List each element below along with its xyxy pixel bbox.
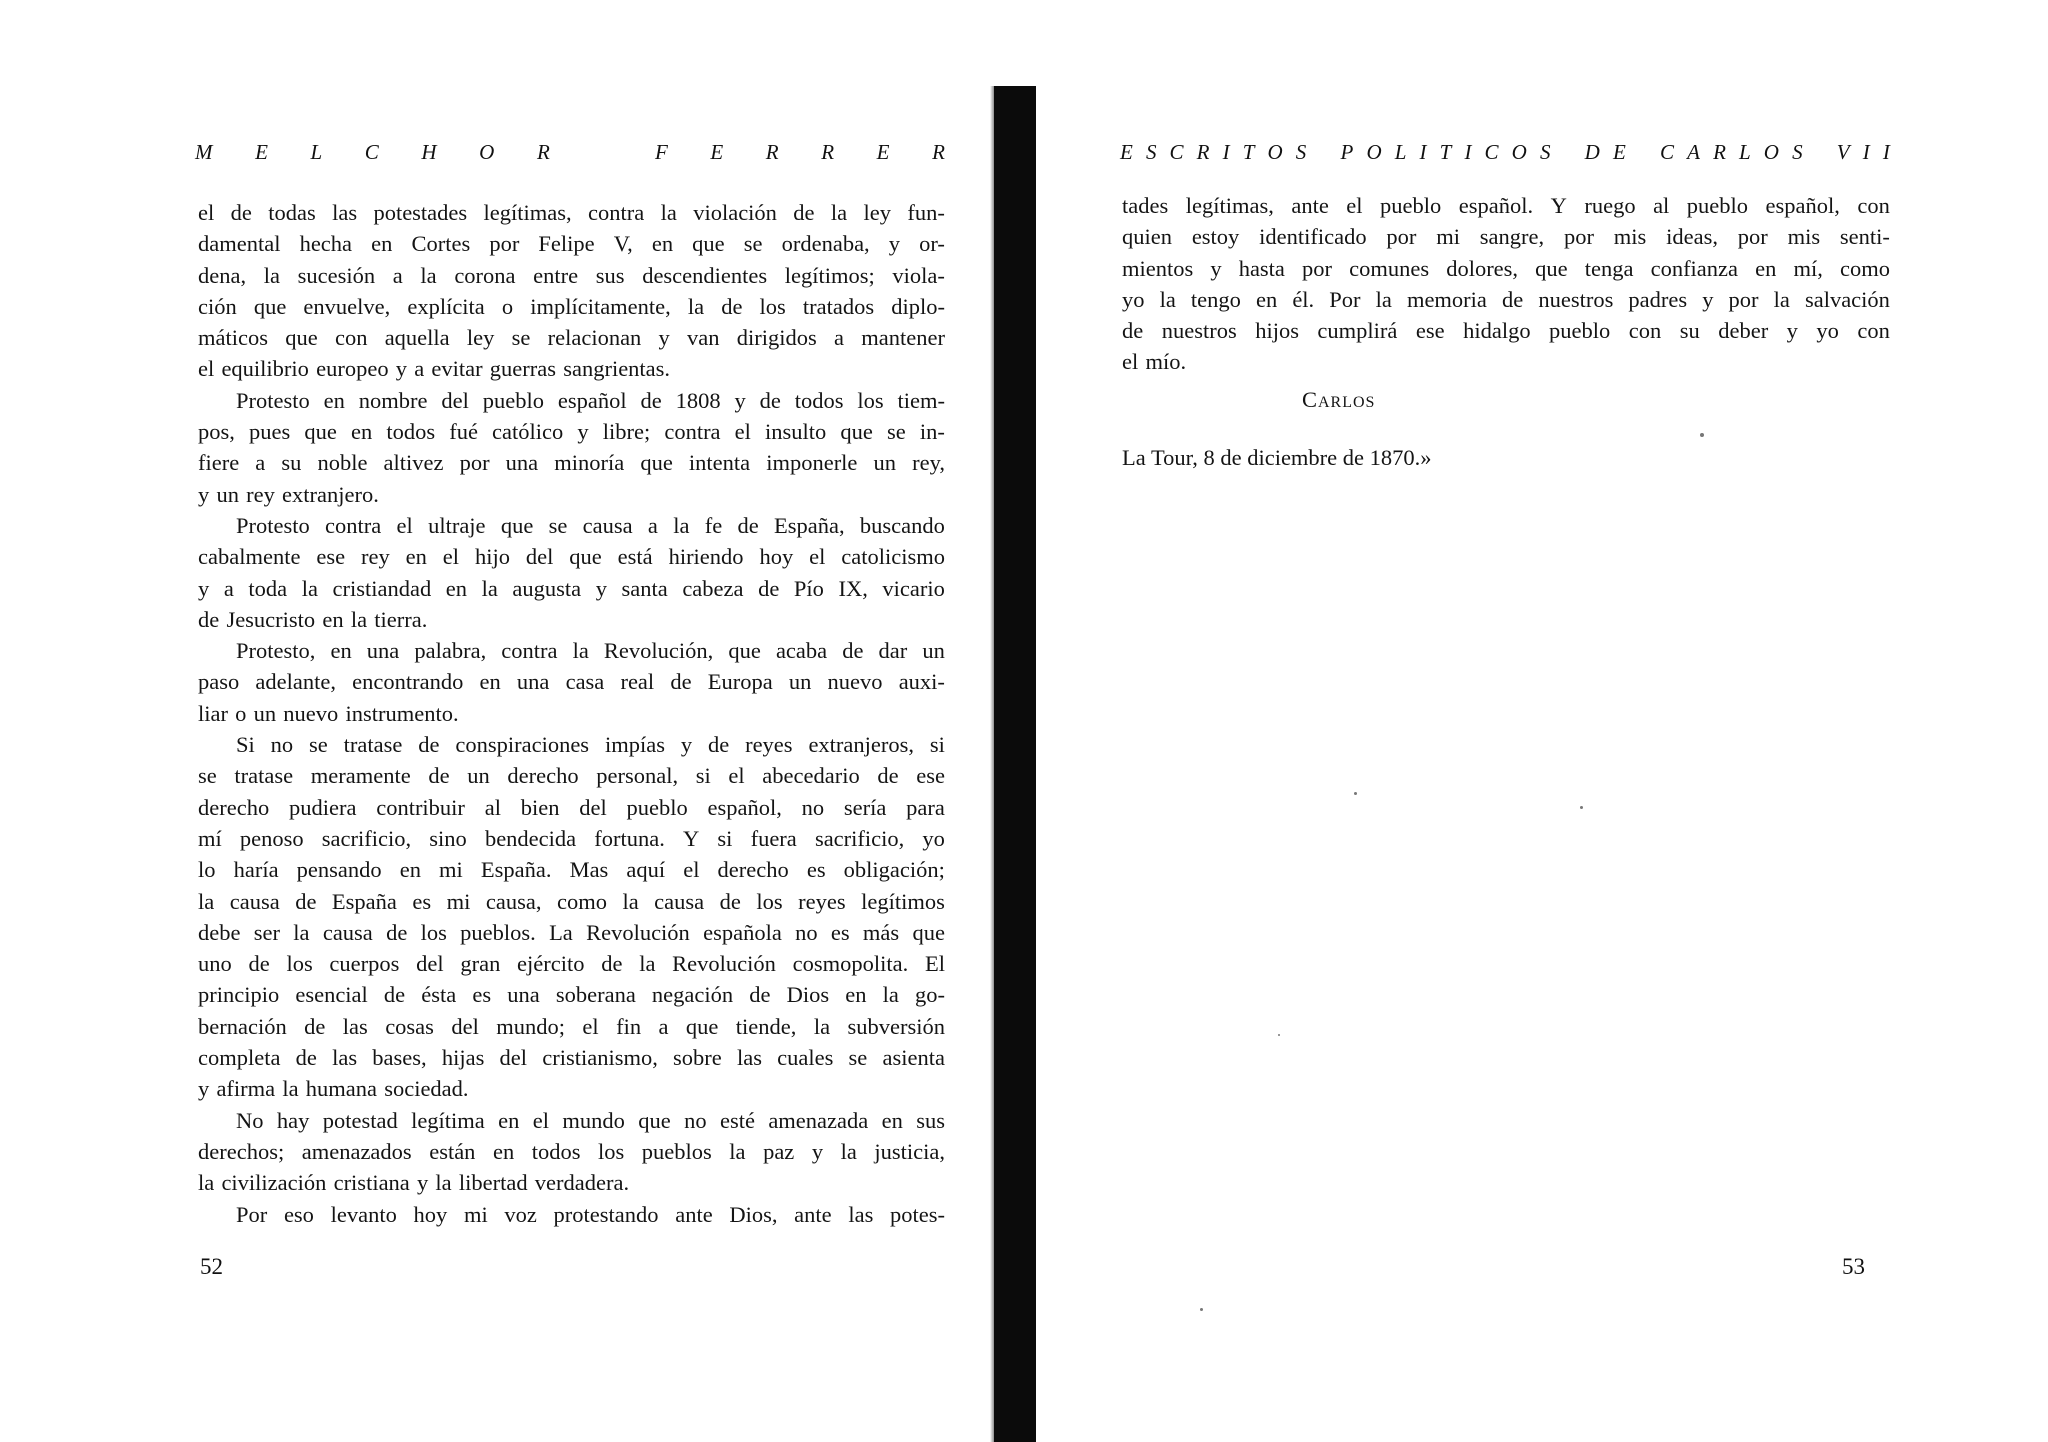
- running-head-letter: T: [1439, 140, 1452, 164]
- text-line: No hay potestad legítima en el mundo que no esté amenazada en sus: [236, 1107, 945, 1133]
- text-line: Protesto, en una palabra, contra la Revolución, que acaba de dar un: [236, 638, 945, 664]
- text-line: damental hecha en Cortes por Felipe V, en que se ordenaba, y or-: [198, 231, 945, 257]
- text-line: ción que envuelve, explícita o implícitamente, la de los tratados diplo-: [198, 293, 945, 319]
- text-line: se tratase meramente de un derecho personal, si el abecedario de ese: [198, 763, 945, 789]
- text-line: mientos y hasta por comunes dolores, que tenga confianza en mí, como: [1122, 255, 1890, 281]
- signature: Carlos: [1302, 386, 1376, 412]
- running-head-letter: E: [1612, 140, 1626, 164]
- running-head-word-gap: [1816, 140, 1824, 165]
- running-head-letter: E: [710, 140, 724, 164]
- running-head-letter: C: [1169, 140, 1184, 164]
- text-line: el mío.: [1122, 349, 1187, 375]
- text-line: la civilización cristiana y la libertad verdadera.: [198, 1170, 630, 1196]
- text-line: Protesto contra el ultraje que se causa a la fe de España, buscando: [236, 512, 945, 538]
- running-head-letter: L: [1394, 140, 1407, 164]
- text-line: Si no se tratase de conspiraciones impías y de reyes extranjeros, si: [236, 732, 945, 758]
- running-head-letter: R: [765, 140, 779, 164]
- text-line: debe ser la causa de los pueblos. La Revolución española no es más que: [198, 919, 945, 945]
- text-line: dena, la sucesión a la corona entre sus descendientes legítimos; viola-: [198, 262, 945, 288]
- text-line: completa de las bases, hijas del cristianismo, sobre las cuales se asienta: [198, 1045, 945, 1071]
- running-head-letter: E: [1120, 140, 1133, 164]
- left-page: [0, 0, 990, 1442]
- text-line: el de todas las potestades legítimas, contra la violación de la ley fun-: [198, 200, 945, 225]
- running-head-letter: L: [310, 140, 323, 164]
- running-head-letter: S: [1539, 140, 1551, 164]
- running-head-letter: C: [1660, 140, 1675, 164]
- text-line: quien estoy identificado por mi sangre, por mis ideas, por mis senti-: [1122, 224, 1890, 250]
- running-head-letter: O: [1366, 140, 1382, 164]
- text-line: yo la tengo en él. Por la memoria de nuestros padres y por la salvación: [1122, 286, 1890, 312]
- running-head-letter: T: [1242, 140, 1255, 164]
- running-head-letter: I: [1222, 140, 1230, 164]
- text-line: uno de los cuerpos del gran ejército de la Revolución cosmopolita. El: [198, 951, 945, 977]
- text-line: bernación de las cosas del mundo; el fin a que tiende, la subversión: [198, 1013, 945, 1039]
- running-head-letter: M: [195, 140, 213, 164]
- right-body-text: [1122, 190, 1890, 473]
- page-number-left: 52: [200, 1254, 223, 1279]
- text-line: y un rey extranjero.: [198, 481, 379, 507]
- running-head-letter: I: [1464, 140, 1472, 164]
- text-line: Por eso levanto hoy mi voz protestando ante Dios, ante las potes-: [236, 1201, 945, 1227]
- text-line: paso adelante, encontrando en una casa real de Europa un nuevo auxi-: [198, 669, 945, 695]
- running-head-letter: O: [1511, 140, 1527, 164]
- print-speck: [1200, 1308, 1203, 1311]
- running-head-letter: H: [421, 140, 437, 164]
- running-head-letter: L: [1739, 140, 1751, 164]
- running-head-letter: E: [255, 140, 268, 164]
- page-number-right: 53: [1842, 1254, 1865, 1279]
- text-line: lo haría pensando en mi España. Mas aquí el derecho es obligación;: [198, 857, 945, 883]
- running-head-letter: I: [1862, 140, 1870, 164]
- right-page: [1020, 0, 2048, 1442]
- text-line: y a toda la cristiandad en la augusta y santa cabeza de Pío IX, vicario: [198, 575, 945, 601]
- running-head-letter: A: [1687, 140, 1700, 164]
- running-head-letter: R: [821, 140, 835, 164]
- text-line: y afirma la humana sociedad.: [198, 1076, 469, 1102]
- running-head-letter: R: [536, 140, 550, 164]
- text-line: mí penoso sacrificio, sino bendecida fortuna. Y si fuera sacrificio, yo: [198, 825, 945, 851]
- running-head-letter: F: [654, 140, 668, 164]
- running-head-letter: I: [1419, 140, 1427, 164]
- text-line: liar o un nuevo instrumento.: [198, 700, 459, 726]
- running-head-word-gap: [1564, 140, 1572, 165]
- running-head-letter: C: [364, 140, 379, 164]
- text-line: tades legítimas, ante el pueblo español. Y ruego al pueblo español, con: [1122, 193, 1890, 218]
- dateline: La Tour, 8 de diciembre de 1870.»: [1122, 444, 1432, 470]
- running-head-letter: P: [1340, 140, 1354, 164]
- running-head-right: [1120, 140, 1890, 165]
- running-head-letter: S: [1295, 140, 1307, 164]
- running-head-word-gap: [592, 140, 612, 165]
- running-head-letter: E: [876, 140, 890, 164]
- running-head-letter: S: [1145, 140, 1157, 164]
- running-head-letter: R: [932, 140, 945, 164]
- print-speck: [1278, 1034, 1280, 1036]
- running-head-left: [195, 140, 945, 165]
- text-line: derechos; amenazados están en todos los pueblos la paz y la justicia,: [198, 1138, 945, 1164]
- text-line: de Jesucristo en la tierra.: [198, 606, 428, 632]
- text-line: derecho pudiera contribuir al bien del pueblo español, no sería para: [198, 794, 945, 820]
- running-head-letter: S: [1792, 140, 1803, 164]
- text-line: fiere a su noble altivez por una minoría que intenta imponerle un rey,: [198, 450, 945, 476]
- text-line: pos, pues que en todos fué católico y libre; contra el insulto que se in-: [198, 419, 945, 445]
- running-head-letter: R: [1713, 140, 1726, 164]
- text-line: principio esencial de ésta es una soberana negación de Dios en la go-: [198, 982, 945, 1008]
- text-line: de nuestros hijos cumplirá ese hidalgo pueblo con su deber y yo con: [1122, 318, 1890, 344]
- running-head-letter: D: [1584, 140, 1600, 164]
- running-head-letter: V: [1836, 140, 1850, 164]
- print-speck: [1700, 433, 1704, 437]
- running-head-word-gap: [1319, 140, 1327, 165]
- text-line: máticos que con aquella ley se relacionan y van dirigidos a mantener: [198, 325, 945, 351]
- running-head-letter: O: [1763, 140, 1779, 164]
- running-head-letter: R: [1196, 140, 1210, 164]
- left-body-text: [198, 197, 945, 1230]
- print-speck: [1354, 792, 1357, 795]
- text-line: la causa de España es mi causa, como la causa de los reyes legítimos: [198, 888, 945, 914]
- running-head-letter: C: [1484, 140, 1499, 164]
- running-head-letter: I: [1882, 140, 1890, 164]
- running-head-letter: O: [1267, 140, 1283, 164]
- running-head-letter: O: [479, 140, 495, 164]
- print-speck: [1580, 806, 1583, 809]
- text-line: Protesto en nombre del pueblo español de 1808 y de todos los tiem-: [236, 387, 945, 413]
- running-head-word-gap: [1639, 140, 1647, 165]
- text-line: cabalmente ese rey en el hijo del que está hiriendo hoy el catolicismo: [198, 544, 945, 570]
- text-line: el equilibrio europeo y a evitar guerras sangrientas.: [198, 356, 671, 382]
